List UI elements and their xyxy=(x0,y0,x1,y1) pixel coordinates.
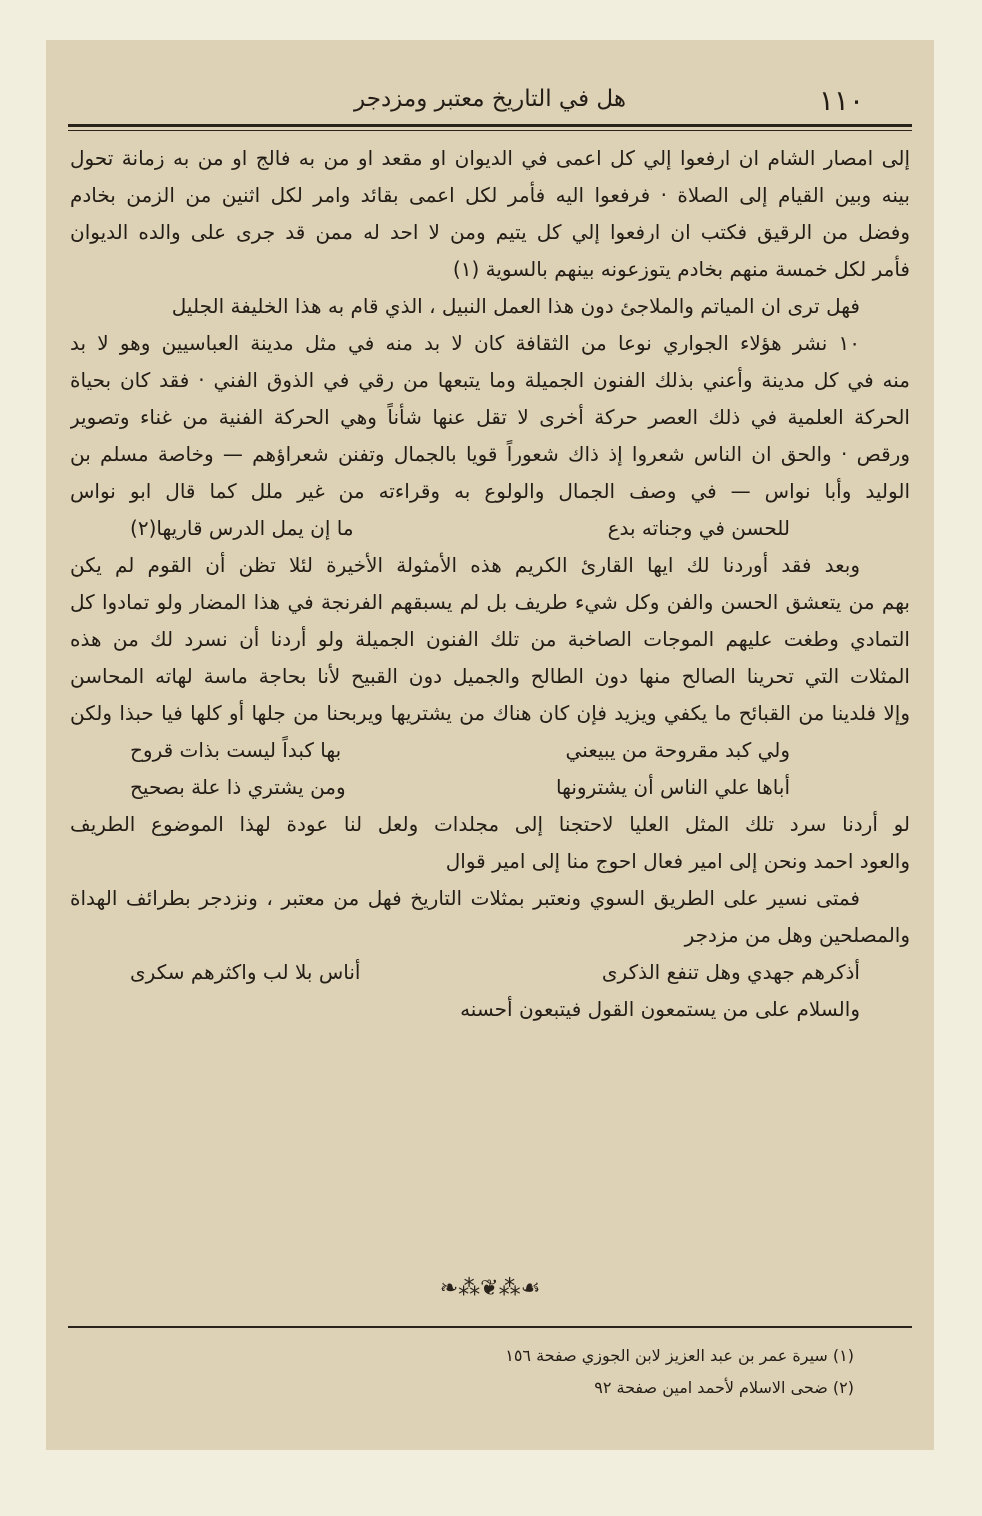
text-line: وفضل من الرقيق فكتب ان ارفعوا إلي كل يتيم ومن لا احد له ممن قد جرى على والده الديوان xyxy=(70,220,910,244)
footnote-rule xyxy=(68,1326,912,1328)
footnote: (٢) ضحى الاسلام لأحمد امين صفحة ٩٢ xyxy=(594,1378,854,1397)
verse-hemistich: بها كبداً ليست بذات قروح xyxy=(130,738,342,762)
verse-hemistich: ما إن يمل الدرس قاريها(٢) xyxy=(130,516,354,540)
verse-hemistich: ولي كبد مقروحة من يبيعني xyxy=(565,738,790,762)
text-line: فهل ترى ان المياتم والملاجئ دون هذا العمل النبيل ، الذي قام به هذا الخليفة الجليل xyxy=(171,294,860,318)
footnote: (١) سيرة عمر بن عبد العزيز لابن الجوزي صفحة ١٥٦ xyxy=(505,1346,854,1365)
verse-line xyxy=(70,954,910,991)
footnotes xyxy=(70,1340,910,1404)
text-line: المثلات التي تحرينا الصالح منها دون الطالح والجميل دون القبيح لأنا بحاجة ماسة لهاته المحاسن xyxy=(70,664,910,688)
verse-hemistich: أباها علي الناس أن يشترونها xyxy=(556,775,790,799)
text-line: فأمر لكل خمسة منهم بخادم يتوزعونه بينهم بالسوية (١) xyxy=(452,257,910,281)
text-line: لو أردنا سرد تلك المثل العليا لاحتجنا إلى مجلدات ولعل لنا عودة لهذا الموضوع الطريف xyxy=(70,812,910,836)
page-header xyxy=(70,78,910,122)
verse-hemistich: للحسن في وجناته بدع xyxy=(607,516,790,540)
text-line: بهم من يتعشق الحسن والفن وكل شيء طريف بل لم يسبقهم الفرنجة في هذا المضار ولو تمادوا كل xyxy=(70,590,910,614)
ornament-divider: ❧⁂❦⁂☙ xyxy=(439,1276,541,1301)
verse-hemistich: أناس بلا لب واكثرهم سكرى xyxy=(130,960,361,984)
text-line: إلى امصار الشام ان ارفعوا إلي كل اعمى في الديوان او مقعد او من به فالج او من به زمانة تحول xyxy=(70,146,910,170)
text-line: الوليد وأبا نواس — في وصف الجمال والولوع به وقراءته من غير ملل كما قال ابو نواس xyxy=(70,479,910,503)
text-line: وإلا فلدينا من القبائح ما يكفي ويزيد فإن كان هناك من يشتريها ويربحنا من جلها أو كلها فيا حبذا ولكن xyxy=(70,701,910,725)
verse-hemistich: ومن يشتري ذا علة بصحيح xyxy=(130,775,346,799)
text-line: منه في كل مدينة وأعني بذلك الفنون الجميلة وما يتبعها من رقي في الذوق الفني · فقد كان بحياة xyxy=(70,368,910,392)
text-line: والمصلحين وهل من مزدجر xyxy=(684,923,910,947)
text-line: ورقص · والحق ان الناس شعروا إذ ذاك شعوراً قويا بالجمال وتفنن شعراؤهم — وخاصة مسلم بن xyxy=(70,442,910,466)
verse-line xyxy=(70,769,910,806)
verse-line xyxy=(70,510,910,547)
book-page xyxy=(46,40,934,1450)
text-line: وبعد فقد أوردنا لك ايها القارئ الكريم هذه الأمثولة الأخيرة لئلا تظن أن القوم لم يكن xyxy=(70,553,860,577)
text-line: الحركة العلمية في ذلك العصر حركة أخرى لا تقل عنها شأناً وهي الحركة الفنية من غناء وتصوير xyxy=(70,405,910,429)
closing-line: والسلام على من يستمعون القول فيتبعون أحسنه xyxy=(460,997,860,1021)
text-line: ١٠ نشر هؤلاء الجواري نوعا من الثقافة كان لا بد منه في مثل مدينة العباسيين وهو لا بد xyxy=(70,331,860,355)
verse-line xyxy=(70,732,910,769)
running-title: هل في التاريخ معتبر ومزدجر xyxy=(354,86,626,112)
text-line: بينه وبين القيام إلى الصلاة · فرفعوا اليه فأمر لكل اعمى بقائد وامر لكل اثنين من الزمن بخادم xyxy=(70,183,910,207)
text-line: فمتى نسير على الطريق السوي ونعتبر بمثلات التاريخ فهل من معتبر ، ونزدجر بطرائف الهداة xyxy=(70,886,860,910)
page-number: ١١٠ xyxy=(818,84,864,117)
verse-hemistich: أذكرهم جهدي وهل تنفع الذكرى xyxy=(601,960,860,984)
body-text xyxy=(70,140,910,1028)
text-line: والعود احمد ونحن إلى امير فعال احوج منا إلى امير قوال xyxy=(445,849,910,873)
header-rule xyxy=(68,124,912,127)
text-line: التمادي وطغت عليهم الموجات الصاخبة من تلك الفنون الجميلة ولو أردنا أن نسرد لك من هذه xyxy=(70,627,910,651)
